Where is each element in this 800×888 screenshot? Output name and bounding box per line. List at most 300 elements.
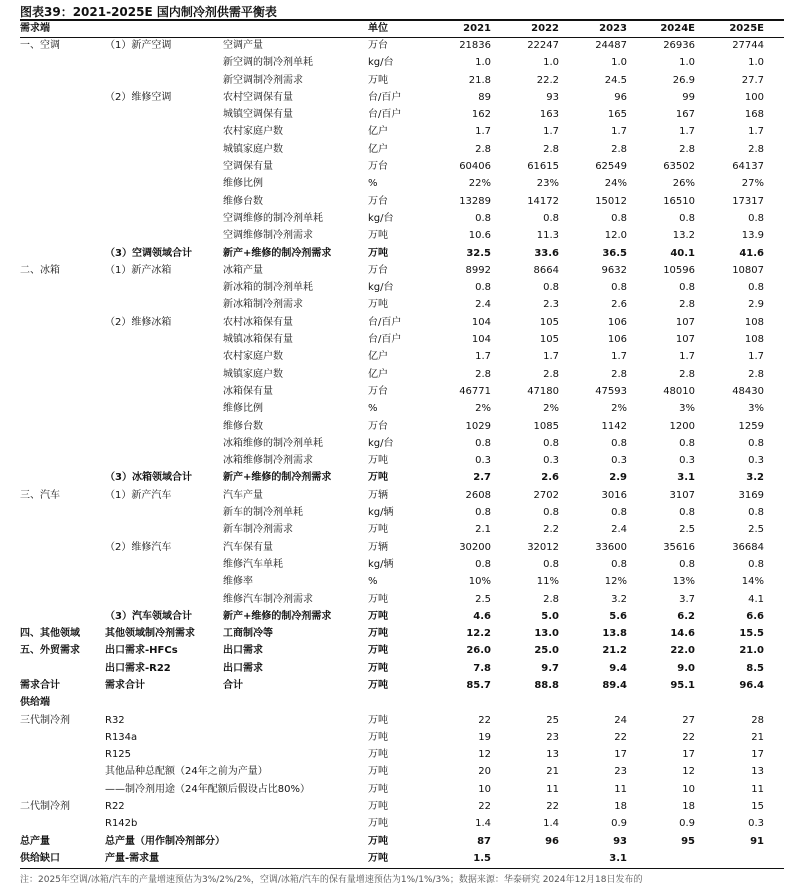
- header-unit: 单位: [368, 23, 388, 34]
- table-row: [20, 418, 784, 435]
- table-row: [20, 591, 784, 608]
- header-year: 2021: [463, 23, 491, 34]
- row-value: 0.3: [748, 455, 764, 467]
- row-value: 89.4: [602, 679, 627, 691]
- row-unit: 万吨: [368, 818, 388, 830]
- row-value: 0.8: [543, 558, 559, 570]
- row-value: 2.9: [609, 472, 627, 484]
- row-value: 6.2: [677, 610, 695, 622]
- row-value: 9.0: [677, 662, 695, 674]
- row-value: 22.0: [670, 645, 695, 657]
- row-value: 12.0: [604, 230, 627, 242]
- row-value: 64137: [732, 161, 764, 173]
- table-row: [20, 331, 784, 348]
- row-value: 2.5: [679, 524, 695, 536]
- row-unit: 万吨: [368, 766, 388, 778]
- row-value: [704, 694, 764, 711]
- row-value: 1.7: [679, 351, 695, 363]
- row-value: 105: [539, 334, 559, 346]
- row-value: 3.2: [746, 472, 764, 484]
- row-unit: kg/台: [368, 57, 394, 69]
- row-subcategory: （3）冰箱领域合计: [105, 472, 192, 484]
- row-category: 四、其他领域: [20, 628, 80, 640]
- row-value: 24: [614, 714, 627, 726]
- row-value: 104: [471, 334, 491, 346]
- footnote: 注：2025年空调/冰箱/汽车的产量增速预估为3%/2%/2%，空调/冰箱/汽车的保有量增速预估为1%/1%/3%；数据来源：华泰研究 2024年12月18日发布的: [20, 875, 643, 885]
- table-row: [20, 348, 784, 365]
- row-value: 2.5: [475, 593, 491, 605]
- table-row: [20, 314, 784, 331]
- row-value: 26%: [672, 178, 695, 190]
- row-value: [567, 694, 627, 711]
- row-value: 10596: [663, 264, 695, 276]
- row-unit: 万吨: [368, 593, 388, 605]
- row-value: 2.8: [543, 368, 559, 380]
- row-indicator: 城镇家庭户数: [223, 368, 283, 380]
- row-value: 0.8: [611, 282, 627, 294]
- row-value: 26936: [663, 40, 695, 51]
- table-row: [20, 521, 784, 538]
- row-value: 100: [744, 91, 764, 103]
- row-unit: kg/辆: [368, 558, 394, 570]
- row-unit: 台/百户: [368, 316, 402, 328]
- row-value: 167: [675, 109, 695, 121]
- row-indicator: 新空调制冷剂需求: [223, 74, 303, 86]
- row-value: 3.1: [609, 852, 627, 864]
- row-value: 22: [682, 731, 695, 743]
- row-subcategory: R22: [105, 801, 125, 813]
- row-value: 0.8: [679, 507, 695, 519]
- table-row: [20, 245, 784, 262]
- row-unit: 万台: [368, 195, 388, 207]
- row-value: 1.7: [611, 351, 627, 363]
- row-value: [499, 850, 559, 867]
- row-value: 1200: [669, 420, 695, 432]
- row-value: 88.8: [534, 679, 559, 691]
- table-row: [20, 833, 784, 850]
- table-row: [20, 366, 784, 383]
- row-value: 13.0: [534, 628, 559, 640]
- row-value: 1.0: [748, 57, 764, 69]
- row-value: 14.6: [670, 628, 695, 640]
- row-category: 二代制冷剂: [20, 801, 70, 813]
- row-unit: 万辆: [368, 489, 388, 501]
- row-value: [499, 694, 559, 711]
- row-value: 21.0: [739, 645, 764, 657]
- table-row: [20, 677, 784, 694]
- row-indicator: 冰箱保有量: [223, 385, 273, 397]
- table-row: [20, 89, 784, 106]
- row-value: 89: [478, 91, 491, 103]
- row-value: 13289: [459, 195, 491, 207]
- row-value: 1.7: [543, 126, 559, 138]
- row-value: 2.7: [473, 472, 491, 484]
- row-subcategory: 其他领域制冷剂需求: [105, 628, 195, 640]
- table-row: [20, 123, 784, 140]
- row-value: 35616: [663, 541, 695, 553]
- row-value: 95.1: [670, 679, 695, 691]
- header-year: 2023: [599, 23, 627, 34]
- row-value: 0.8: [475, 558, 491, 570]
- row-indicator: 出口需求: [223, 645, 263, 657]
- header-year: 2024E: [660, 23, 695, 34]
- row-value: 0.8: [611, 212, 627, 224]
- row-indicator: 冰箱维修的制冷剂单耗: [223, 437, 323, 449]
- row-subcategory: 出口需求-HFCs: [105, 645, 178, 657]
- row-subcategory: 需求合计: [105, 679, 145, 691]
- row-unit: 万辆: [368, 541, 388, 553]
- row-indicator: 新车制冷剂需求: [223, 524, 293, 536]
- row-value: 10%: [468, 576, 491, 588]
- row-subcategory: （2）维修空调: [105, 91, 172, 103]
- row-value: 12: [478, 749, 491, 761]
- row-value: 108: [744, 334, 764, 346]
- row-value: 0.8: [543, 282, 559, 294]
- row-value: 0.3: [679, 455, 695, 467]
- row-value: 1.0: [679, 57, 695, 69]
- row-indicator: 工商制冷等: [223, 628, 273, 640]
- row-value: [635, 694, 695, 711]
- row-category: 一、空调: [20, 40, 60, 51]
- row-value: 15.5: [739, 628, 764, 640]
- row-value: 2.8: [475, 368, 491, 380]
- row-subcategory: R142b: [105, 818, 138, 830]
- row-value: 107: [675, 316, 695, 328]
- table-row: [20, 279, 784, 296]
- header-year: 2025E: [729, 23, 764, 34]
- row-value: 108: [744, 316, 764, 328]
- row-value: 36.5: [602, 247, 627, 259]
- table-row: [20, 815, 784, 832]
- row-value: [431, 694, 491, 711]
- row-value: 13: [546, 749, 559, 761]
- table-row: [20, 608, 784, 625]
- row-indicator: 新产+维修的制冷剂需求: [223, 472, 332, 484]
- row-unit: 万台: [368, 264, 388, 276]
- row-value: 0.8: [543, 212, 559, 224]
- row-value: 11: [614, 783, 627, 795]
- table-row: [20, 539, 784, 556]
- row-value: 17: [751, 749, 764, 761]
- row-value: 17: [682, 749, 695, 761]
- row-value: 47180: [527, 385, 559, 397]
- row-unit: 万吨: [368, 679, 388, 691]
- row-value: 1.7: [543, 351, 559, 363]
- row-value: 2702: [533, 489, 559, 501]
- row-unit: 万吨: [368, 230, 388, 242]
- row-value: 0.8: [475, 212, 491, 224]
- row-value: 1.4: [543, 818, 559, 830]
- row-subcategory: 其他品种总配额（24年之前为产量）: [105, 766, 268, 778]
- row-value: 2.8: [679, 143, 695, 155]
- row-value: 96: [545, 835, 559, 847]
- row-value: 2%: [611, 403, 627, 415]
- table-row: [20, 798, 784, 815]
- table-row: [20, 556, 784, 573]
- row-value: 21: [751, 731, 764, 743]
- row-value: 22.2: [536, 74, 559, 86]
- row-value: 87: [477, 835, 491, 847]
- row-indicator: 汽车保有量: [223, 541, 273, 553]
- row-indicator: 维修比例: [223, 403, 263, 415]
- row-value: 36684: [732, 541, 764, 553]
- row-value: 47593: [595, 385, 627, 397]
- row-value: 2.1: [475, 524, 491, 536]
- row-value: 107: [675, 334, 695, 346]
- table-row: [20, 487, 784, 504]
- row-value: 0.8: [543, 507, 559, 519]
- row-value: 104: [471, 316, 491, 328]
- row-unit: 万吨: [368, 455, 388, 467]
- row-value: 13.2: [672, 230, 695, 242]
- row-indicator: 汽车产量: [223, 489, 263, 501]
- row-value: 13: [751, 766, 764, 778]
- row-value: 2.6: [611, 299, 627, 311]
- row-value: 1.7: [611, 126, 627, 138]
- row-value: 24487: [595, 40, 627, 51]
- row-unit: kg/台: [368, 437, 394, 449]
- row-value: 12.2: [466, 628, 491, 640]
- row-value: 3.2: [611, 593, 627, 605]
- row-value: 0.8: [611, 437, 627, 449]
- table-header-row: [20, 20, 784, 37]
- row-value: 3107: [669, 489, 695, 501]
- row-value: 0.3: [543, 455, 559, 467]
- table-row: [20, 763, 784, 780]
- row-value: 4.6: [473, 610, 491, 622]
- row-unit: 万吨: [368, 299, 388, 311]
- row-value: 26.0: [466, 645, 491, 657]
- row-unit: %: [368, 403, 378, 415]
- row-subcategory: （1）新产空调: [105, 40, 172, 51]
- row-indicator: 空调维修的制冷剂单耗: [223, 212, 323, 224]
- row-unit: 万台: [368, 385, 388, 397]
- row-value: 48010: [663, 385, 695, 397]
- row-value: 23: [614, 766, 627, 778]
- row-value: 163: [539, 109, 559, 121]
- row-value: 2.8: [611, 368, 627, 380]
- row-value: 21.8: [468, 74, 491, 86]
- row-value: 48430: [732, 385, 764, 397]
- row-value: 21: [546, 766, 559, 778]
- row-category: 三、汽车: [20, 489, 60, 501]
- row-value: 1085: [533, 420, 559, 432]
- row-value: 0.8: [679, 282, 695, 294]
- row-value: 12: [682, 766, 695, 778]
- row-subcategory: （2）维修冰箱: [105, 316, 172, 328]
- row-value: 0.8: [475, 507, 491, 519]
- row-subcategory: （1）新产冰箱: [105, 264, 172, 276]
- row-value: 0.8: [748, 507, 764, 519]
- row-category: 五、外贸需求: [20, 645, 80, 657]
- row-value: 27.7: [741, 74, 764, 86]
- row-indicator: 出口需求: [223, 662, 263, 674]
- row-subcategory: R134a: [105, 731, 138, 743]
- row-value: 21.2: [602, 645, 627, 657]
- row-value: 9.7: [541, 662, 559, 674]
- table-row: [20, 642, 784, 659]
- table-row: [20, 781, 784, 798]
- row-subcategory: （3）汽车领域合计: [105, 610, 192, 622]
- row-indicator: 维修台数: [223, 420, 263, 432]
- row-value: 13%: [672, 576, 695, 588]
- row-value: 0.8: [679, 212, 695, 224]
- supply-demand-table: [20, 20, 784, 867]
- row-value: 20: [478, 766, 491, 778]
- row-value: 93: [613, 835, 627, 847]
- table-row: [20, 746, 784, 763]
- row-value: 2.4: [611, 524, 627, 536]
- row-value: 24%: [604, 178, 627, 190]
- row-value: 0.3: [475, 455, 491, 467]
- row-unit: 万吨: [368, 714, 388, 726]
- row-indicator: 农村空调保有量: [223, 91, 293, 103]
- row-value: [635, 850, 695, 867]
- row-value: 33.6: [534, 247, 559, 259]
- row-value: 0.8: [679, 437, 695, 449]
- row-value: 0.9: [679, 818, 695, 830]
- row-value: 0.9: [611, 818, 627, 830]
- row-value: 0.8: [748, 437, 764, 449]
- row-value: 1.7: [679, 126, 695, 138]
- bottom-rule: [20, 868, 784, 869]
- row-unit: 亿户: [368, 143, 388, 155]
- row-value: 105: [539, 316, 559, 328]
- row-value: 61615: [527, 161, 559, 173]
- row-value: 0.8: [475, 437, 491, 449]
- row-value: 4.1: [748, 593, 764, 605]
- row-value: 93: [546, 91, 559, 103]
- row-value: 6.6: [746, 610, 764, 622]
- row-value: 99: [682, 91, 695, 103]
- table-row: [20, 435, 784, 452]
- row-value: 22: [478, 801, 491, 813]
- row-unit: 万吨: [368, 662, 388, 674]
- table-row: [20, 158, 784, 175]
- row-unit: 万台: [368, 161, 388, 173]
- row-unit: kg/辆: [368, 507, 394, 519]
- row-value: 3.1: [677, 472, 695, 484]
- row-value: 0.8: [611, 507, 627, 519]
- row-value: 32012: [527, 541, 559, 553]
- row-value: 22247: [527, 40, 559, 51]
- row-value: 3%: [679, 403, 695, 415]
- row-value: 106: [607, 316, 627, 328]
- row-category: 二、冰箱: [20, 264, 60, 276]
- table-row: [20, 625, 784, 642]
- row-unit: 万吨: [368, 610, 388, 622]
- row-value: 3169: [738, 489, 764, 501]
- row-value: 15012: [595, 195, 627, 207]
- row-unit: 万吨: [368, 852, 388, 864]
- row-indicator: 空调维修制冷剂需求: [223, 230, 313, 242]
- row-value: 0.3: [611, 455, 627, 467]
- row-value: 1.0: [611, 57, 627, 69]
- row-value: 13.8: [602, 628, 627, 640]
- row-value: 14172: [527, 195, 559, 207]
- row-subcategory: R125: [105, 749, 132, 761]
- row-value: 24.5: [604, 74, 627, 86]
- row-value: 30200: [459, 541, 491, 553]
- table-row: [20, 694, 784, 711]
- row-value: 3.7: [679, 593, 695, 605]
- row-unit: 万吨: [368, 749, 388, 761]
- row-value: 1029: [465, 420, 491, 432]
- row-value: 23: [546, 731, 559, 743]
- table-row: [20, 227, 784, 244]
- row-value: 2%: [543, 403, 559, 415]
- row-value: 11: [546, 783, 559, 795]
- table-row: [20, 296, 784, 313]
- row-value: 1.7: [475, 126, 491, 138]
- row-value: 0.8: [679, 558, 695, 570]
- row-value: 19: [478, 731, 491, 743]
- row-value: 2.3: [543, 299, 559, 311]
- row-unit: 万吨: [368, 731, 388, 743]
- row-value: 46771: [459, 385, 491, 397]
- row-value: 21836: [459, 40, 491, 51]
- row-value: 1.5: [473, 852, 491, 864]
- row-value: 1.0: [543, 57, 559, 69]
- row-value: 11: [751, 783, 764, 795]
- row-value: 10.6: [468, 230, 491, 242]
- row-value: 8.5: [746, 662, 764, 674]
- row-value: 1.0: [475, 57, 491, 69]
- row-indicator: 新冰箱制冷剂需求: [223, 299, 303, 311]
- row-value: 28: [751, 714, 764, 726]
- row-indicator: 维修汽车制冷剂需求: [223, 593, 313, 605]
- row-indicator: 冰箱产量: [223, 264, 263, 276]
- row-subcategory: （3）空调领域合计: [105, 247, 192, 259]
- row-unit: %: [368, 178, 378, 190]
- header-demand-side: 需求端: [20, 23, 50, 34]
- row-value: 1.7: [748, 351, 764, 363]
- row-value: 2.8: [543, 593, 559, 605]
- row-unit: 万吨: [368, 835, 388, 847]
- row-unit: 台/百户: [368, 109, 402, 121]
- row-value: 13.9: [741, 230, 764, 242]
- table-row: [20, 573, 784, 590]
- table-row: [20, 141, 784, 158]
- row-value: 1259: [738, 420, 764, 432]
- row-category: 需求合计: [20, 679, 60, 691]
- row-value: 1.7: [748, 126, 764, 138]
- row-subcategory: ——制冷剂用途（24年配额后假设占比80%）: [105, 783, 310, 795]
- row-subcategory: 总产量（用作制冷剂部分）: [105, 835, 225, 847]
- table-row: [20, 262, 784, 279]
- table-row: [20, 383, 784, 400]
- row-category: 总产量: [20, 835, 50, 847]
- table-row: [20, 850, 784, 867]
- row-value: 10: [478, 783, 491, 795]
- row-value: 85.7: [466, 679, 491, 691]
- table-row: [20, 210, 784, 227]
- row-value: 9.4: [609, 662, 627, 674]
- row-value: 1.4: [475, 818, 491, 830]
- row-unit: kg/台: [368, 282, 394, 294]
- row-unit: 台/百户: [368, 91, 402, 103]
- row-value: 2608: [465, 489, 491, 501]
- row-value: 3016: [601, 489, 627, 501]
- table-row: [20, 729, 784, 746]
- row-category: 供给缺口: [20, 852, 60, 864]
- row-unit: 万吨: [368, 472, 388, 484]
- row-value: 22: [546, 801, 559, 813]
- row-value: 18: [682, 801, 695, 813]
- row-unit: 亿户: [368, 368, 388, 380]
- table-title: 图表39：2021-2025E 国内制冷剂供需平衡表: [20, 5, 277, 19]
- table-row: [20, 712, 784, 729]
